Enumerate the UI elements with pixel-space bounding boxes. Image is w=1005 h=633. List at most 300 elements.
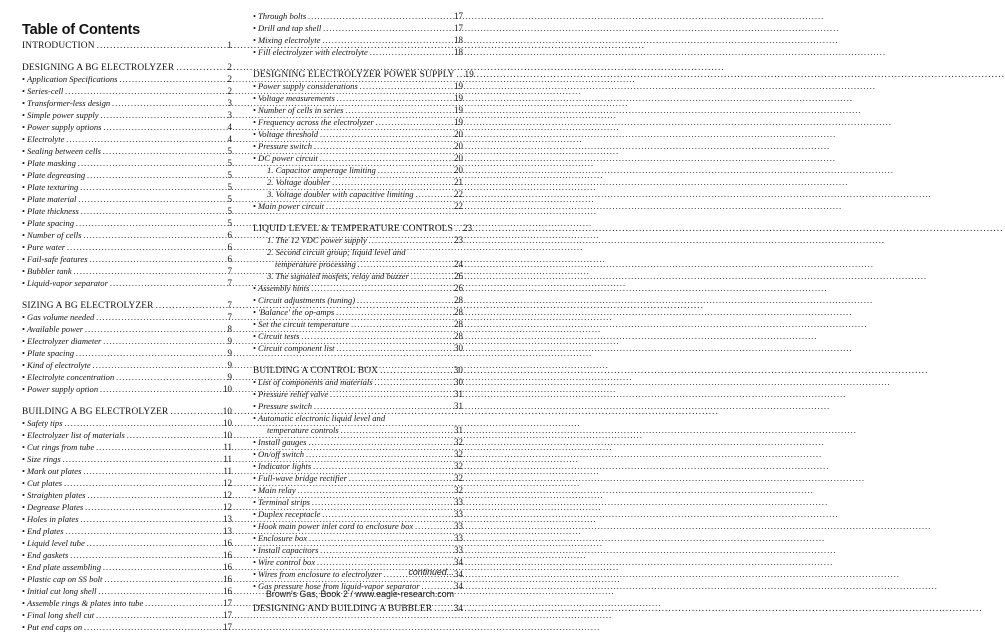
bullet-icon: • bbox=[22, 336, 26, 346]
toc-page-number: 22 bbox=[454, 201, 463, 211]
dot-leader bbox=[309, 532, 452, 544]
toc-entry-title: temperature controls bbox=[267, 425, 339, 435]
toc-page-number: 23 bbox=[463, 223, 473, 233]
dot-leader bbox=[370, 46, 452, 58]
toc-entry bbox=[22, 133, 232, 145]
toc-entry bbox=[253, 234, 463, 246]
toc-entry bbox=[22, 561, 232, 573]
toc-entry-title: Initial cut long shell bbox=[27, 586, 97, 596]
toc-entry-title: Size rings bbox=[27, 454, 61, 464]
toc-page-number: 32 bbox=[454, 485, 463, 495]
toc-entry-title: Hook main power inlet cord to enclosure box bbox=[258, 521, 414, 531]
toc-entry bbox=[22, 501, 232, 513]
bullet-icon: • bbox=[22, 622, 26, 632]
toc-entry-title: Electrolyzer diameter bbox=[27, 336, 102, 346]
toc-entry bbox=[253, 246, 463, 258]
toc-entry bbox=[22, 217, 232, 229]
toc-page-number: 17 bbox=[454, 23, 463, 33]
toc-page-number: 7 bbox=[227, 278, 232, 288]
toc-page-number: 8 bbox=[227, 324, 232, 334]
toc-page-number: 16 bbox=[223, 562, 232, 572]
dot-leader bbox=[330, 388, 452, 400]
toc-entry-title: Voltage threshold bbox=[258, 129, 319, 139]
toc-page-number: 5 bbox=[227, 194, 232, 204]
toc-page-number: 17 bbox=[223, 598, 232, 608]
toc-entry bbox=[22, 359, 232, 371]
bullet-icon: • bbox=[22, 478, 26, 488]
toc-page-number: 1 bbox=[227, 40, 232, 50]
dot-leader bbox=[103, 561, 221, 573]
bullet-icon: • bbox=[253, 509, 257, 519]
dot-leader bbox=[119, 73, 225, 85]
toc-entry-title: Wires from enclosure to electrolyzer bbox=[258, 569, 382, 579]
toc-entry-title: 3. Voltage doubler with capacitive limiting bbox=[267, 189, 414, 199]
toc-entry-title: Frequency across the electrolyzer bbox=[258, 117, 374, 127]
toc-entry-title: DESIGNING AND BUILDING A BUBBLER bbox=[253, 604, 433, 614]
toc-entry bbox=[22, 277, 232, 289]
dot-leader bbox=[320, 128, 452, 140]
toc-entry-title: Fill electrolyzer with electrolyte bbox=[258, 47, 368, 57]
toc-entry-title: Automatic electronic liquid level and bbox=[258, 413, 386, 423]
dot-leader bbox=[104, 573, 221, 585]
toc-page-number: 4 bbox=[227, 134, 232, 144]
toc-entry-title: Full-wave bridge rectifier bbox=[258, 473, 347, 483]
dot-leader bbox=[358, 258, 452, 270]
toc-page-number: 10 bbox=[222, 406, 232, 416]
toc-page-number: 16 bbox=[223, 538, 232, 548]
toc-page-number: 7 bbox=[227, 300, 232, 310]
toc-entry-title: Circuit adjustments (tuning) bbox=[258, 295, 356, 305]
toc-section-heading bbox=[22, 39, 232, 51]
toc-entry-title: Safety tips bbox=[27, 418, 63, 428]
toc-entry-title: Circuit tests bbox=[258, 331, 300, 341]
toc-entry-title: Final long shell cut bbox=[27, 610, 95, 620]
toc-page-number: 33 bbox=[454, 521, 463, 531]
toc-entry bbox=[22, 335, 232, 347]
toc-entry-title: Pressure relief valve bbox=[258, 389, 329, 399]
dot-leader bbox=[83, 465, 221, 477]
dot-leader bbox=[87, 537, 221, 549]
toc-page-number: 20 bbox=[454, 129, 463, 139]
bullet-icon: • bbox=[22, 502, 26, 512]
toc-entry bbox=[253, 104, 463, 116]
bullet-icon: • bbox=[253, 569, 257, 579]
toc-entry-title: Install capacitors bbox=[258, 545, 319, 555]
toc-entry bbox=[22, 489, 232, 501]
bullet-icon: • bbox=[22, 372, 26, 382]
dot-leader bbox=[96, 311, 225, 323]
toc-entry-title: Plate texturing bbox=[27, 182, 79, 192]
toc-page-number: 12 bbox=[223, 502, 232, 512]
bullet-icon: • bbox=[253, 141, 257, 151]
toc-page-number: 17 bbox=[223, 622, 232, 632]
toc-page-number: 21 bbox=[454, 177, 463, 187]
bullet-icon: • bbox=[22, 312, 26, 322]
toc-entry bbox=[253, 520, 463, 532]
dot-leader bbox=[103, 335, 225, 347]
bullet-icon: • bbox=[253, 545, 257, 555]
toc-page-number: 6 bbox=[227, 242, 232, 252]
dot-leader bbox=[320, 544, 452, 556]
toc-entry-title: Power supply considerations bbox=[258, 81, 358, 91]
toc-entry bbox=[22, 157, 232, 169]
toc-page-number: 16 bbox=[223, 550, 232, 560]
toc-entry bbox=[253, 10, 463, 22]
bullet-icon: • bbox=[22, 466, 26, 476]
toc-entry-title: 'Balance' the op-amps bbox=[258, 307, 335, 317]
dot-leader bbox=[85, 501, 221, 513]
toc-entry bbox=[22, 609, 232, 621]
toc-entry bbox=[253, 412, 463, 424]
toc-entry-title: Simple power supply bbox=[27, 110, 99, 120]
toc-entry-title: Number of cells in series bbox=[258, 105, 344, 115]
toc-entry-title: Assembly hints bbox=[258, 283, 310, 293]
toc-entry bbox=[22, 265, 232, 277]
book-credit: Brown's Gas, Book 2 / www.eagle-research.com bbox=[266, 589, 454, 599]
toc-entry-title: DC power circuit bbox=[258, 153, 318, 163]
dot-leader bbox=[337, 92, 452, 104]
toc-entry bbox=[253, 188, 463, 200]
toc-page-number: 5 bbox=[227, 146, 232, 156]
toc-entry bbox=[253, 152, 463, 164]
dot-leader bbox=[70, 549, 221, 561]
bullet-icon: • bbox=[253, 129, 257, 139]
toc-entry-title: Drill and tap shell bbox=[258, 23, 322, 33]
bullet-icon: • bbox=[22, 550, 26, 560]
toc-page-number: 4 bbox=[227, 122, 232, 132]
dot-leader bbox=[85, 323, 225, 335]
toc-entry-title: 1. Capacitor amperage limiting bbox=[267, 165, 376, 175]
dot-leader bbox=[67, 241, 225, 253]
toc-entry-title: Sealing between cells bbox=[27, 146, 101, 156]
toc-entry-title: Electrolyte concentration bbox=[27, 372, 115, 382]
toc-entry-title: Terminal strips bbox=[258, 497, 310, 507]
toc-entry bbox=[253, 92, 463, 104]
toc-section-heading bbox=[253, 364, 463, 376]
toc-section-heading bbox=[22, 299, 232, 311]
dot-leader bbox=[78, 193, 225, 205]
toc-entry-title: Plate material bbox=[27, 194, 77, 204]
toc-entry-title: Main power circuit bbox=[258, 201, 325, 211]
dot-leader bbox=[341, 424, 452, 436]
toc-entry bbox=[253, 448, 463, 460]
bullet-icon: • bbox=[22, 146, 26, 156]
toc-entry bbox=[253, 270, 463, 282]
bullet-icon: • bbox=[22, 230, 26, 240]
toc-page-number: 33 bbox=[454, 533, 463, 543]
toc-page-number: 20 bbox=[454, 153, 463, 163]
toc-entry bbox=[253, 306, 463, 318]
toc-page-number: 5 bbox=[227, 206, 232, 216]
dot-leader bbox=[322, 34, 452, 46]
toc-page-number: 32 bbox=[454, 473, 463, 483]
toc-page-number: 10 bbox=[223, 418, 232, 428]
toc-entry bbox=[253, 258, 463, 270]
bullet-icon: • bbox=[22, 194, 26, 204]
bullet-icon: • bbox=[253, 295, 257, 305]
bullet-icon: • bbox=[253, 497, 257, 507]
dot-leader bbox=[103, 145, 226, 157]
toc-entry-title: Assemble rings & plates into tube bbox=[27, 598, 144, 608]
toc-page-number: 5 bbox=[227, 170, 232, 180]
toc-page-number: 34 bbox=[454, 581, 463, 591]
toc-page-number: 32 bbox=[454, 449, 463, 459]
toc-entry-title: Voltage measurements bbox=[258, 93, 335, 103]
dot-leader bbox=[80, 181, 225, 193]
toc-entry-title: INTRODUCTION bbox=[22, 41, 95, 51]
toc-entry bbox=[253, 46, 463, 58]
bullet-icon: • bbox=[22, 182, 26, 192]
dot-leader bbox=[84, 621, 221, 633]
toc-page-number: 18 bbox=[454, 35, 463, 45]
toc-page-number: 10 bbox=[223, 430, 232, 440]
dot-leader bbox=[81, 513, 221, 525]
dot-leader bbox=[369, 234, 452, 246]
bullet-icon: • bbox=[253, 117, 257, 127]
toc-page-number: 19 bbox=[454, 93, 463, 103]
toc-entry bbox=[22, 585, 232, 597]
toc-page-number: 33 bbox=[454, 497, 463, 507]
toc-page-number: 34 bbox=[454, 569, 463, 579]
toc-entry-title: Pressure switch bbox=[258, 141, 313, 151]
toc-entry bbox=[253, 294, 463, 306]
toc-entry-title: List of components and materials bbox=[258, 377, 373, 387]
toc-entry-title: Main relay bbox=[258, 485, 296, 495]
page-title: Table of Contents bbox=[22, 22, 140, 38]
toc-entry bbox=[22, 253, 232, 265]
toc-page-number: 5 bbox=[227, 218, 232, 228]
toc-entry bbox=[22, 513, 232, 525]
dot-leader bbox=[360, 80, 452, 92]
toc-entry-title: temperature processing bbox=[275, 259, 356, 269]
toc-entry bbox=[22, 73, 232, 85]
toc-entry bbox=[22, 121, 232, 133]
bullet-icon: • bbox=[22, 158, 26, 168]
toc-entry bbox=[22, 383, 232, 395]
toc-entry-title: End plates bbox=[27, 526, 64, 536]
toc-page-number: 34 bbox=[454, 557, 463, 567]
bullet-icon: • bbox=[253, 307, 257, 317]
toc-entry-title: 2. Second circuit group; liquid level and bbox=[267, 247, 406, 257]
bullet-icon: • bbox=[253, 449, 257, 459]
toc-entry bbox=[22, 525, 232, 537]
dot-leader bbox=[378, 164, 452, 176]
toc-entry-title: Holes in plates bbox=[27, 514, 79, 524]
bullet-icon: • bbox=[22, 242, 26, 252]
toc-entry-title: BUILDING A CONTROL BOX bbox=[253, 366, 379, 376]
toc-entry bbox=[22, 311, 232, 323]
toc-page-number: 22 bbox=[454, 189, 463, 199]
toc-entry bbox=[253, 508, 463, 520]
dot-leader bbox=[312, 496, 452, 508]
toc-page-number: 32 bbox=[454, 461, 463, 471]
dot-leader bbox=[322, 508, 452, 520]
bullet-icon: • bbox=[253, 401, 257, 411]
bullet-icon: • bbox=[253, 485, 257, 495]
toc-page-number: 28 bbox=[454, 319, 463, 329]
dot-leader bbox=[376, 116, 452, 128]
bullet-icon: • bbox=[22, 442, 26, 452]
toc-page-number: 19 bbox=[464, 69, 474, 79]
toc-entry-title: LIQUID LEVEL & TEMPERATURE CONTROLS bbox=[253, 224, 454, 234]
toc-page-number: 11 bbox=[223, 442, 232, 452]
dot-leader bbox=[66, 133, 225, 145]
dot-leader bbox=[76, 347, 225, 359]
dot-leader bbox=[434, 603, 451, 615]
bullet-icon: • bbox=[22, 122, 26, 132]
toc-entry bbox=[253, 128, 463, 140]
dot-leader bbox=[314, 400, 452, 412]
toc-entry-title: Put end caps on bbox=[27, 622, 83, 632]
toc-entry bbox=[253, 424, 463, 436]
toc-page-number: 26 bbox=[454, 271, 463, 281]
toc-entry-title: Pressure switch bbox=[258, 401, 313, 411]
toc-entry-title: SIZING A BG ELECTROLYZER bbox=[22, 301, 154, 311]
toc-entry bbox=[22, 621, 232, 633]
toc-page-number: 16 bbox=[223, 574, 232, 584]
toc-page-number: 6 bbox=[227, 254, 232, 264]
dot-leader bbox=[116, 371, 225, 383]
dot-leader bbox=[104, 121, 226, 133]
toc-entry bbox=[253, 484, 463, 496]
toc-entry bbox=[22, 347, 232, 359]
toc-page-number: 32 bbox=[454, 437, 463, 447]
toc-entry-title: Available power bbox=[27, 324, 84, 334]
toc-entry bbox=[253, 342, 463, 354]
bullet-icon: • bbox=[22, 278, 26, 288]
toc-page-number: 13 bbox=[223, 514, 232, 524]
toc-entry bbox=[22, 477, 232, 489]
toc-entry bbox=[22, 85, 232, 97]
toc-entry-title: Gas pressure hose from liquid-vapor separator bbox=[258, 581, 420, 591]
toc-entry-title: End plate assembling bbox=[27, 562, 102, 572]
toc-entry bbox=[253, 34, 463, 46]
toc-entry bbox=[22, 241, 232, 253]
bullet-icon: • bbox=[253, 47, 257, 57]
bullet-icon: • bbox=[22, 526, 26, 536]
bullet-icon: • bbox=[22, 348, 26, 358]
bullet-icon: • bbox=[253, 461, 257, 471]
toc-entry-title: Install gauges bbox=[258, 437, 307, 447]
toc-entry bbox=[253, 22, 463, 34]
toc-page-number: 5 bbox=[227, 158, 232, 168]
toc-entry-title: Plate thickness bbox=[27, 206, 79, 216]
toc-entry bbox=[253, 164, 463, 176]
bullet-icon: • bbox=[22, 324, 26, 334]
toc-entry-title: Fail-safe features bbox=[27, 254, 88, 264]
dot-leader bbox=[415, 520, 452, 532]
toc-page-number: 31 bbox=[454, 425, 463, 435]
bullet-icon: • bbox=[253, 23, 257, 33]
toc-entry-title: Transformer-less design bbox=[27, 98, 111, 108]
toc-entry bbox=[253, 496, 463, 508]
toc-entry-title: Mixing electrolyte bbox=[258, 35, 321, 45]
toc-entry bbox=[22, 549, 232, 561]
dot-leader bbox=[127, 429, 221, 441]
toc-entry bbox=[253, 80, 463, 92]
dot-leader bbox=[100, 383, 221, 395]
toc-page-number: 33 bbox=[454, 509, 463, 519]
bullet-icon: • bbox=[253, 533, 257, 543]
toc-entry-title: Straighten plates bbox=[27, 490, 86, 500]
toc-entry bbox=[22, 371, 232, 383]
dot-leader bbox=[411, 270, 452, 282]
toc-entry bbox=[22, 597, 232, 609]
toc-entry bbox=[253, 460, 463, 472]
toc-page-number: 2 bbox=[227, 74, 232, 84]
dot-leader bbox=[97, 40, 226, 52]
toc-entry bbox=[22, 145, 232, 157]
dot-leader bbox=[313, 460, 452, 472]
bullet-icon: • bbox=[22, 418, 26, 428]
dot-leader bbox=[83, 229, 225, 241]
toc-page-number: 26 bbox=[454, 283, 463, 293]
toc-entry bbox=[253, 400, 463, 412]
toc-entry bbox=[22, 97, 232, 109]
toc-page-number: 12 bbox=[223, 478, 232, 488]
toc-entry-title: DESIGNING ELECTROLYZER POWER SUPPLY bbox=[253, 70, 455, 80]
bullet-icon: • bbox=[253, 105, 257, 115]
toc-entry-title: Circuit component list bbox=[258, 343, 335, 353]
dot-leader bbox=[314, 140, 452, 152]
dot-leader bbox=[326, 200, 452, 212]
dot-leader bbox=[81, 205, 226, 217]
toc-entry bbox=[22, 229, 232, 241]
toc-page-number: 5 bbox=[227, 182, 232, 192]
toc-entry-title: Pure water bbox=[27, 242, 66, 252]
toc-entry bbox=[253, 436, 463, 448]
dot-leader bbox=[308, 436, 452, 448]
toc-page-number: 20 bbox=[454, 141, 463, 151]
dot-leader bbox=[145, 597, 221, 609]
toc-page-number: 3 bbox=[227, 110, 232, 120]
toc-entry bbox=[22, 417, 232, 429]
toc-page-number: 12 bbox=[223, 490, 232, 500]
bullet-icon: • bbox=[22, 86, 26, 96]
dot-leader bbox=[66, 525, 221, 537]
toc-page-number: 7 bbox=[227, 312, 232, 322]
toc-section-heading bbox=[22, 61, 232, 73]
toc-entry bbox=[22, 573, 232, 585]
toc-entry-title: Plate degreasing bbox=[27, 170, 86, 180]
toc-entry-title: Gas volume needed bbox=[27, 312, 95, 322]
toc-entry bbox=[253, 544, 463, 556]
toc-page-number: 10 bbox=[223, 384, 232, 394]
toc-page-number: 30 bbox=[454, 377, 463, 387]
toc-page-number: 17 bbox=[454, 11, 463, 21]
toc-entry-title: Wire control box bbox=[258, 557, 316, 567]
toc-entry-title: Power supply options bbox=[27, 122, 102, 132]
toc-entry-title: Electrolyzer list of materials bbox=[27, 430, 125, 440]
toc-entry-title: Kind of electrolyte bbox=[27, 360, 91, 370]
toc-entry-title: Duplex receptacle bbox=[258, 509, 321, 519]
toc-page-number: 19 bbox=[454, 117, 463, 127]
toc-entry-title: Mark out plates bbox=[27, 466, 82, 476]
toc-entry-title: Number of cells bbox=[27, 230, 82, 240]
bullet-icon: • bbox=[22, 266, 26, 276]
dot-leader bbox=[357, 294, 452, 306]
toc-page-number: 20 bbox=[454, 165, 463, 175]
bullet-icon: • bbox=[22, 384, 26, 394]
toc-entry bbox=[22, 109, 232, 121]
toc-page-number: 19 bbox=[454, 105, 463, 115]
dot-leader bbox=[336, 306, 452, 318]
toc-entry bbox=[253, 532, 463, 544]
toc-entry bbox=[253, 388, 463, 400]
bullet-icon: • bbox=[253, 413, 257, 423]
bullet-icon: • bbox=[253, 437, 257, 447]
bullet-icon: • bbox=[253, 377, 257, 387]
